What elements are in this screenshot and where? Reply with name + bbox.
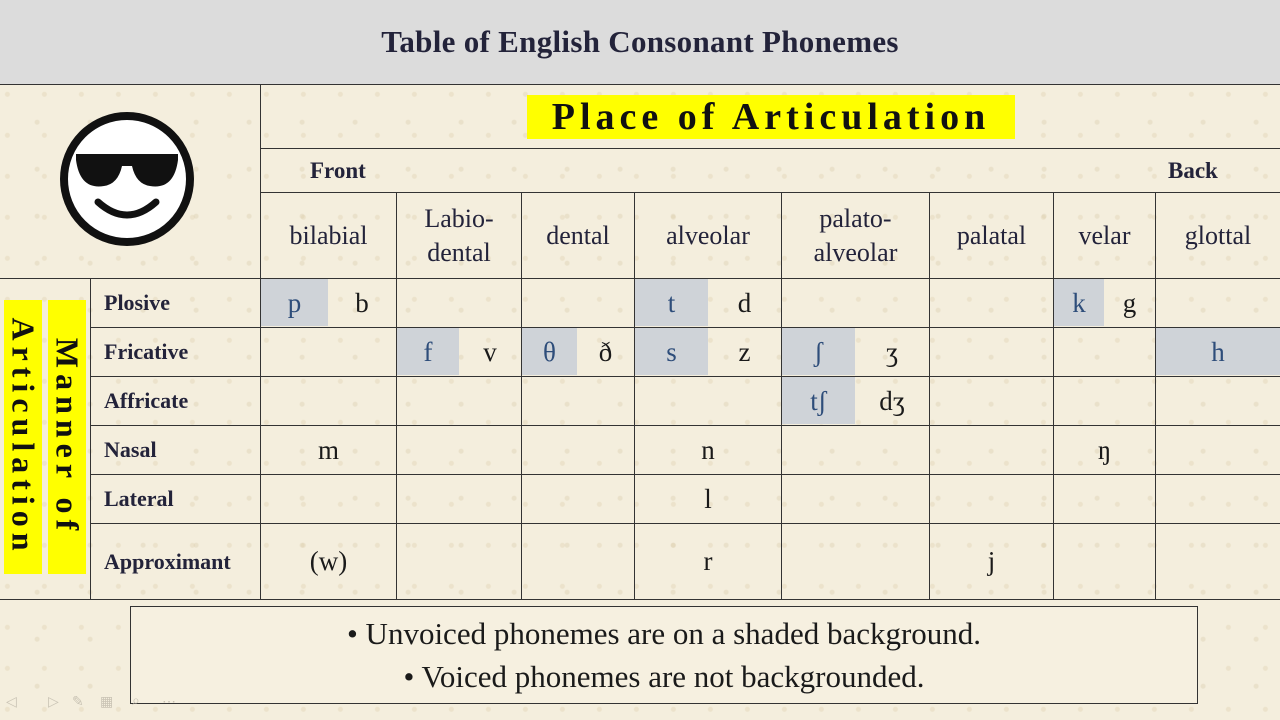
phoneme-k: k — [1072, 287, 1086, 318]
grid-line — [260, 84, 261, 599]
phoneme-eth: ð — [598, 336, 613, 367]
row-label-lateral: Lateral — [104, 486, 174, 511]
phoneme-s: s — [666, 336, 677, 367]
column-header-labiodental: Labio- dental — [424, 203, 494, 267]
phoneme-n: n — [701, 434, 715, 465]
note-voiced: • Voiced phonemes are not backgrounded. — [403, 659, 925, 694]
phoneme-h: h — [1211, 336, 1225, 367]
phoneme-b: b — [355, 287, 369, 318]
phoneme-g: g — [1122, 287, 1137, 318]
place-of-articulation-heading: Place of Articulation — [527, 95, 1015, 139]
phoneme-dezh: dʒ — [879, 385, 905, 416]
note-unvoiced: • Unvoiced phonemes are on a shaded background. — [346, 616, 982, 651]
row-label-approximant: Approximant — [104, 548, 231, 574]
row-label-plosive: Plosive — [104, 290, 170, 315]
column-header-glottal: glottal — [1184, 220, 1252, 250]
phoneme-z: z — [738, 336, 751, 367]
phoneme-r: r — [703, 546, 713, 576]
zoom-icon[interactable]: ⌕ — [132, 694, 140, 709]
phoneme-t: t — [667, 287, 676, 318]
pen-icon[interactable]: ✎ — [72, 695, 84, 710]
legend-notes — [130, 606, 1198, 704]
column-header-velar: velar — [1078, 220, 1131, 250]
manner-heading-band-1 — [48, 300, 86, 574]
title-bar — [0, 0, 1280, 85]
phoneme-d: d — [737, 287, 752, 318]
row-label-fricative: Fricative — [104, 339, 189, 364]
grid-line — [90, 376, 1280, 377]
front-label: Front — [310, 158, 366, 183]
row-label-affricate: Affricate — [104, 388, 189, 413]
manner-heading-line-2: Articulation — [5, 317, 42, 557]
phoneme-v: v — [483, 336, 497, 367]
phoneme-m: m — [317, 434, 339, 465]
phoneme-eng: ŋ — [1097, 434, 1112, 465]
grid-line — [90, 278, 91, 599]
more-options-icon[interactable]: ⋯ — [162, 695, 176, 710]
next-slide-icon[interactable]: ▷ — [48, 695, 59, 710]
column-header-palatal: palatal — [956, 220, 1027, 250]
phoneme-l: l — [704, 483, 712, 514]
column-header-bilabial: bilabial — [289, 220, 368, 250]
phoneme-j: j — [987, 546, 996, 576]
slides-icon[interactable]: ▦ — [100, 695, 114, 710]
column-header-alveolar: alveolar — [666, 220, 750, 250]
phoneme-f: f — [423, 336, 433, 367]
cool-smiley-icon — [58, 110, 196, 248]
grid-line — [0, 599, 1280, 600]
manner-heading-line-1: Manner of — [49, 337, 86, 537]
phoneme-tesh: tʃ — [810, 385, 827, 416]
phoneme-esh: ʃ — [814, 336, 823, 367]
back-label: Back — [1168, 158, 1218, 183]
grid-line — [260, 148, 1280, 149]
manner-heading-band-2 — [4, 300, 42, 574]
page-title: Table of English Consonant Phonemes — [381, 24, 899, 59]
row-label-nasal: Nasal — [104, 437, 157, 462]
column-header-dental: dental — [546, 220, 610, 250]
previous-slide-icon[interactable]: ◁ — [6, 695, 17, 710]
phoneme-ezh: ʒ — [886, 336, 898, 367]
phoneme-theta: θ — [543, 336, 556, 367]
phoneme-w: (w) — [309, 546, 348, 576]
phoneme-p: p — [287, 287, 302, 318]
column-header-palatoalveolar: palato- alveolar — [813, 203, 898, 267]
